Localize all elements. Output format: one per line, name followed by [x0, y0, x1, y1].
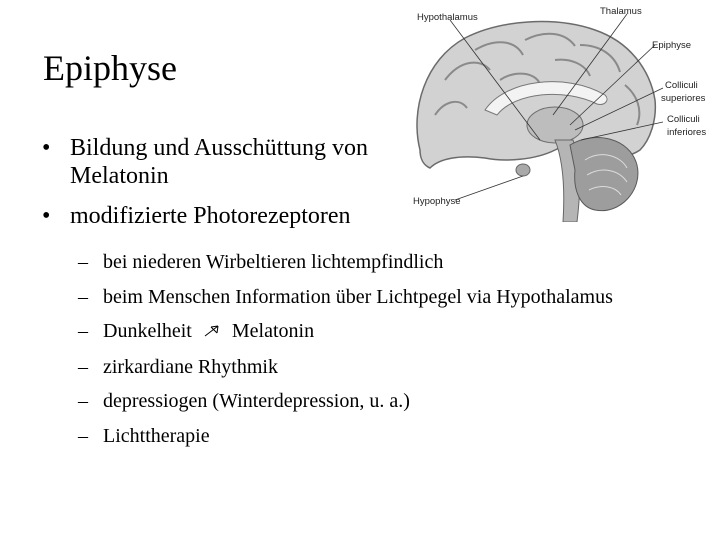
- dash-marker: –: [78, 390, 88, 413]
- subbullet-item: [78, 350, 613, 385]
- label-hypothalamus: Hypothalamus: [417, 12, 478, 23]
- slide-title: Epiphyse: [43, 48, 177, 88]
- bullet-list: [42, 134, 410, 230]
- label-epiphyse: Epiphyse: [652, 40, 692, 51]
- subbullet-text-after: Melatonin: [231, 320, 315, 343]
- label-colliculi-superiores-2: superiores: [661, 93, 706, 104]
- bullet-marker: •: [42, 135, 51, 161]
- subbullet-text: beim Menschen Information über Lichtpegel via Hypothalamus: [103, 285, 613, 308]
- subbullet-item: [78, 384, 613, 419]
- bullet-marker: •: [42, 203, 51, 229]
- cerebellum-shape: [570, 138, 638, 211]
- label-thalamus: Thalamus: [600, 6, 642, 17]
- subbullet-text-before: Dunkelheit: [103, 320, 192, 343]
- dash-marker: –: [78, 251, 88, 273]
- subbullet-item: [78, 280, 613, 315]
- label-colliculi-inferiores-2: inferiores: [667, 127, 707, 138]
- bullet-text: Bildung und Ausschüttung von Melatonin: [70, 135, 369, 189]
- dash-marker: –: [78, 355, 88, 378]
- subbullet-text: bei niederen Wirbeltieren lichtempfindlich: [103, 251, 444, 273]
- label-hypophyse: Hypophyse: [413, 196, 461, 207]
- subbullet-item: [78, 419, 613, 454]
- subbullet-text: Lichttherapie: [103, 424, 210, 447]
- hollow-arrow-icon: [203, 315, 221, 350]
- label-colliculi-superiores-1: Colliculi: [665, 80, 698, 91]
- dash-marker: –: [78, 424, 88, 447]
- subbullet-item: [78, 245, 613, 280]
- pituitary-shape: [516, 164, 530, 176]
- subbullet-text: zirkardiane Rhythmik: [103, 355, 278, 378]
- dash-marker: –: [78, 320, 88, 343]
- bullet-item: [42, 134, 410, 190]
- subbullet-text: depressiogen (Winterdepression, u. a.): [103, 390, 410, 413]
- brain-sagittal-figure: [405, 0, 720, 222]
- bullet-text: modifizierte Photorezeptoren: [70, 203, 351, 229]
- subbullet-list: [78, 245, 613, 454]
- subbullet-item: [78, 314, 613, 350]
- label-colliculi-inferiores-1: Colliculi: [667, 114, 700, 125]
- bullet-item: [42, 202, 410, 230]
- dash-marker: –: [78, 285, 88, 308]
